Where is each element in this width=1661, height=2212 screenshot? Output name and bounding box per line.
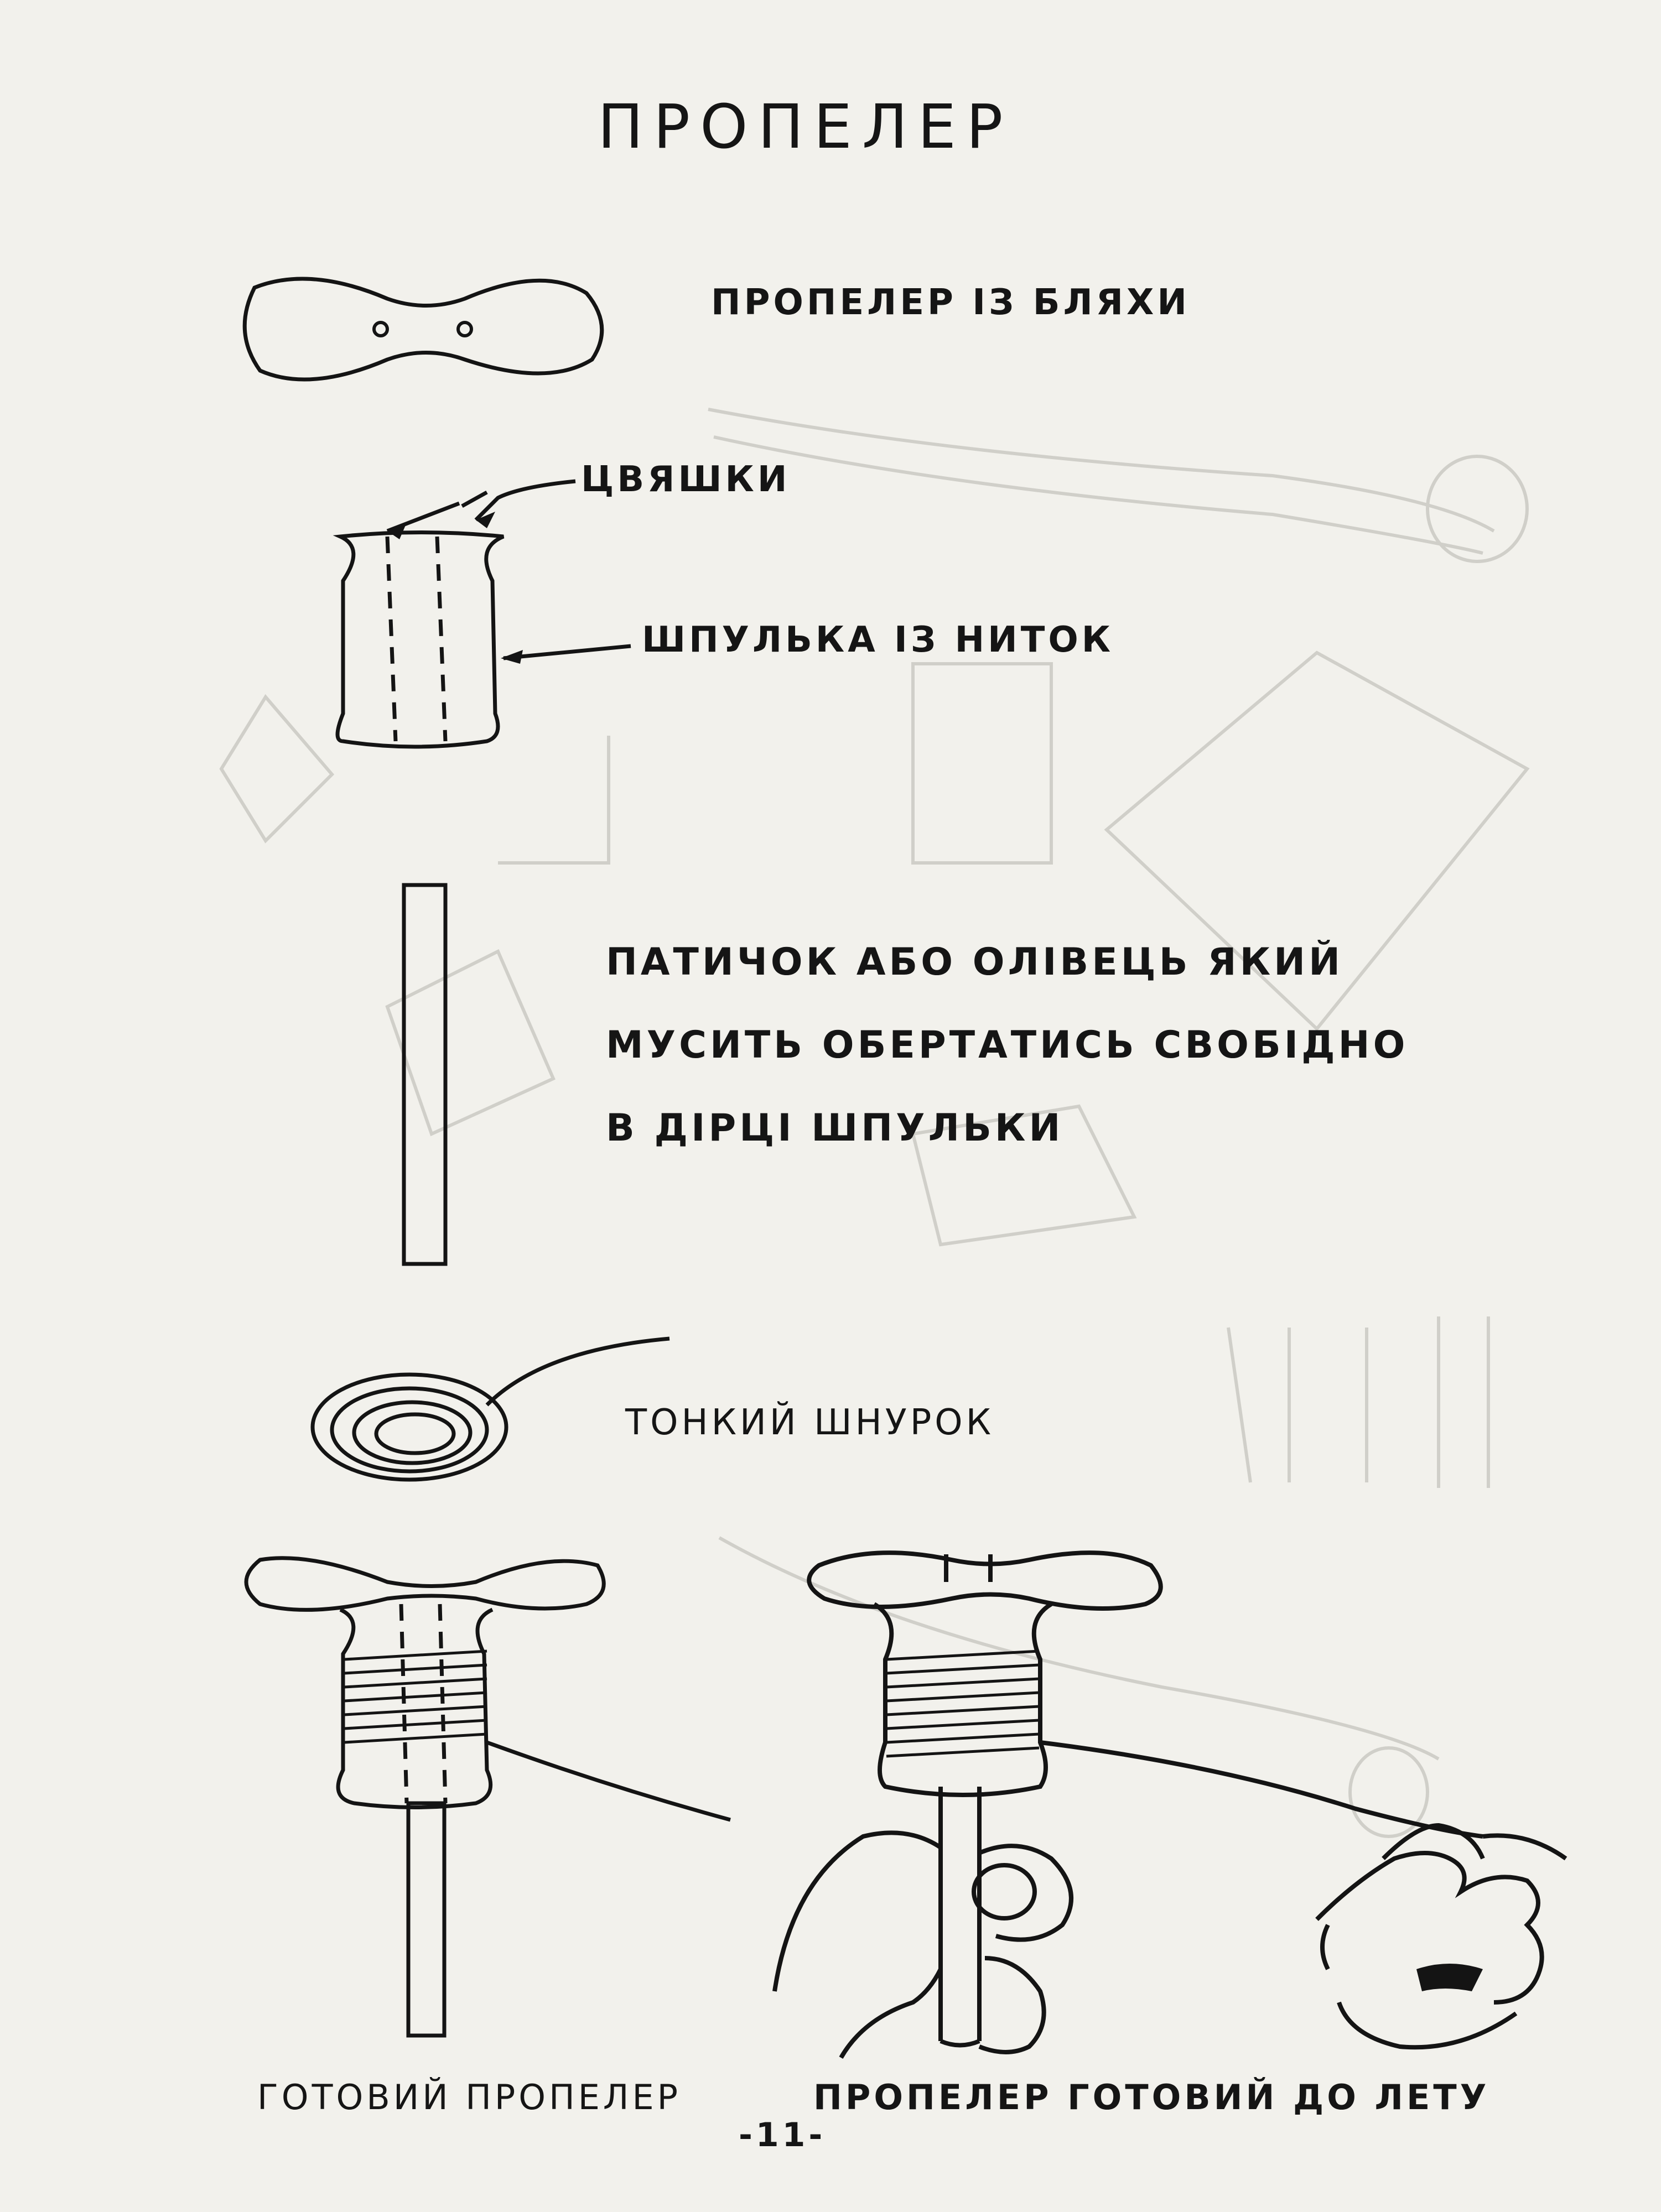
page-title: ПРОПЕЛЕР [598,91,1013,162]
page-number: -11- [739,2116,826,2154]
thin-string-label: ТОНКИЙ ШНУРОК [625,1402,995,1443]
stick-description-line2: МУСИТЬ ОБЕРТАТИСЬ СВОБІДНО [606,1023,1409,1067]
propeller-from-sheet-label: ПРОПЕЛЕР ІЗ БЛЯХИ [711,282,1190,323]
stick-description-line1: ПАТИЧОК АБО ОЛІВЕЦЬ ЯКИЙ [606,940,1344,984]
spool-label: ШПУЛЬКА ІЗ НИТОК [642,620,1114,660]
ready-for-flight-label: ПРОПЕЛЕР ГОТОВИЙ ДО ЛЕТУ [813,2077,1490,2117]
ready-propeller-label: ГОТОВИЙ ПРОПЕЛЕР [257,2077,682,2117]
nails-label: ЦВЯШКИ [581,459,791,500]
stick-description-line3: В ДІРЦІ ШПУЛЬКИ [606,1106,1064,1150]
